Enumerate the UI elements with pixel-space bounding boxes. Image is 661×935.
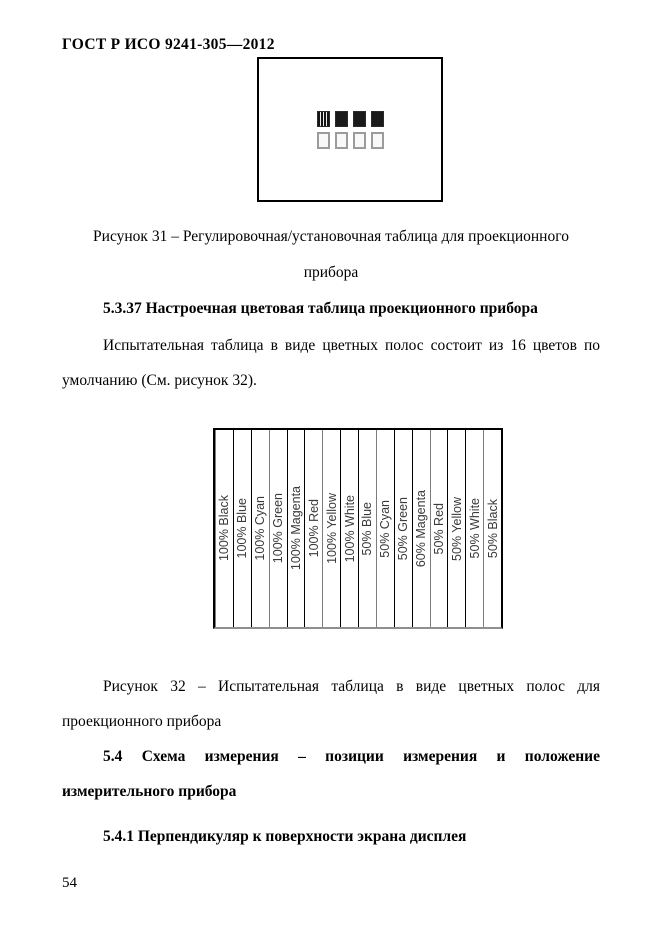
light-square [317,132,330,149]
figure32-colorbar-table [213,428,503,629]
colorbar-column [233,430,251,627]
colorbar-column-label: 100% Yellow [324,493,339,564]
light-square [335,132,348,149]
section-5-4-heading-line2: измерительного прибора [62,783,237,800]
colorbar-column [376,430,394,627]
colorbar-column [447,430,465,627]
dark-square [335,111,348,127]
colorbar-column-label: 60% Magenta [414,489,429,568]
light-square [371,132,384,149]
colorbar-column-label: 100% Cyan [253,496,268,561]
colorbar-column [287,430,305,627]
colorbar-column [358,430,376,627]
colorbar-column-label: 100% Magenta [288,486,303,571]
figure31-adjustment-chart [257,57,443,202]
colorbar-column-label: 100% White [342,494,357,563]
colorbar-column [412,430,430,627]
page-number: 54 [62,875,77,891]
colorbar-column-label: 50% Yellow [449,496,464,561]
colorbar-column [269,430,287,627]
colorbar-column [465,430,483,627]
colorbar-column-label: 50% White [467,498,482,559]
colorbar-column-label: 100% Blue [235,498,250,559]
dark-square [371,111,384,127]
paragraph-line2: умолчанию (См. рисунок 32). [62,372,257,389]
colorbar-column-label: 50% Black [485,498,500,559]
document-header-title: ГОСТ Р ИСО 9241-305—2012 [62,36,275,53]
colorbar-column [483,430,501,627]
colorbar-column [251,430,269,627]
figure32-caption-line1: Рисунок 32 – Испытательная таблица в виде цветных полос для [103,678,600,695]
section-5-4-1-heading: 5.4.1 Перпендикуляр к поверхности экрана дисплея [103,828,467,845]
colorbar-column-label: 100% Black [217,495,232,562]
figure31-caption-line1: Рисунок 31 – Регулировочная/установочная таблица для проекционного [93,228,569,245]
colorbar-column [394,430,412,627]
colorbar-column [430,430,448,627]
light-square [353,132,366,149]
section-5-3-37-heading: 5.3.37 Настроечная цветовая таблица проекционного прибора [103,300,538,317]
figure32-caption-line2: проекционного прибора [62,713,222,730]
colorbar-column [215,430,233,627]
dark-square [353,111,366,127]
colorbar-column-label: 50% Cyan [378,499,393,558]
figure31-squares-grid [317,111,384,148]
figure31-caption-line2: прибора [303,264,359,281]
colorbar-column [304,430,322,627]
colorbar-column-label: 50% Red [431,502,446,555]
colorbar-column-label: 100% Red [306,499,321,558]
colorbar-column-label: 50% Green [396,496,411,561]
dark-striped-square [317,111,330,127]
paragraph-line1: Испытательная таблица в виде цветных полос состоит из 16 цветов по [103,337,600,354]
section-5-4-heading-line1: 5.4 Схема измерения – позиции измерения и положение [103,748,600,765]
colorbar-column [322,430,340,627]
colorbar-column-label: 50% Blue [360,501,375,556]
colorbar-column [340,430,358,627]
colorbar-column-label: 100% Green [271,493,286,564]
